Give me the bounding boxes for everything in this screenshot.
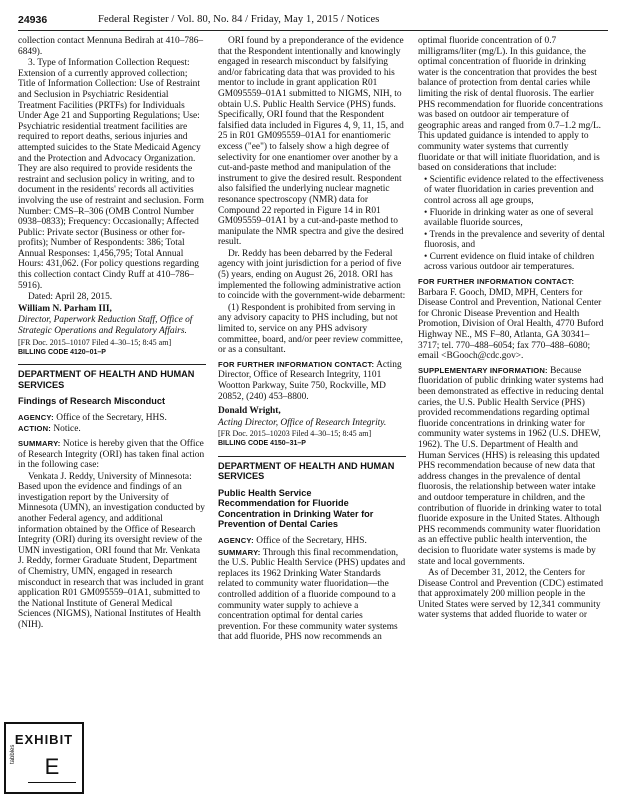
- agency-heading: DEPARTMENT OF HEALTH AND HUMAN SERVICES: [218, 460, 395, 482]
- document-title: Public Health Service: [218, 487, 312, 498]
- agency-text: Office of the Secretary, HHS.: [256, 535, 367, 546]
- exhibit-label: EXHIBIT: [14, 732, 74, 747]
- bullet-item: • Current evidence on fluid intake of children across various outdoor air temperatures.: [424, 251, 595, 273]
- summary-text: Through this final recommendation, the U.S. Public Health Service (PHS) updates and replaces its 1962 Drinking Water Standards related to community water fluoridation—the controlled addition of a fluoride compound to a community water supply to achieve a concentration optimal for dental caries prevention. For these community water systems that add fluoride, PHS now recommends an: [218, 547, 406, 643]
- fr-doc-line: [FR Doc. 2015–10107 Filed 4–30–15; 8:45 am]: [18, 337, 172, 347]
- document-subtitle: Recommendation for Fluoride Concentration in Drinking Water for Prevention of Dental Caries: [218, 498, 374, 530]
- contact-label: FOR FURTHER INFORMATION CONTACT:: [218, 359, 375, 369]
- summary-text: Notice is hereby given that the Office of Research Integrity (ORI) has taken final action in the following case:: [18, 438, 205, 471]
- dated-line: Dated: April 28, 2015.: [28, 292, 113, 303]
- signer-title: Director, Paperwork Reduction Staff, Office of Strategic Operations and Regulatory Affairs.: [18, 315, 193, 337]
- bullet-item: • Fluoride in drinking water as one of several available fluoride sources,: [424, 207, 594, 229]
- bullet-item: • Scientific evidence related to the effectiveness of water fluoridation in caries prevention and control across all age groups,: [424, 174, 604, 206]
- section-rule: [218, 456, 406, 457]
- contact-line: [418, 277, 606, 362]
- paragraph: collection contact Mennuna Bedirah at 410–786–6849).: [18, 36, 204, 57]
- agency-line: [218, 536, 406, 547]
- agency-text: Office of the Secretary, HHS.: [56, 412, 167, 423]
- summary-line: [18, 439, 206, 471]
- document-title: Findings of Research Misconduct: [18, 396, 166, 407]
- page-number: 24936: [18, 14, 48, 26]
- billing-code: BILLING CODE 4150–31–P: [218, 440, 306, 448]
- header-rule: [18, 30, 608, 31]
- supplementary-line: [418, 366, 606, 567]
- page-header: [18, 14, 608, 28]
- paragraph: 3. Type of Information Collection Request: Extension of a currently approved collection; Title of Information Collection: Use of Restraint and Seclusion in Psychiatric Residential Treatment Facilities (PRTFs) for Individuals Under Age 21 and Supporting Regulations; Use: Psychiatric residential treatment facilities are required to report deaths, serious injuries and attempted suicides to the State Medicaid Agency and the Protection and Advocacy Organization. They are also required to provide residents the restraint and seclusion policy in writing, and to document in the residents' records all activities involving the use of restraint and seclusion. Form Number: CMS–R–306 (OMB Control Number 0938–0833); Frequency: Occasionally; Affected Public: Private sector (Business or other for-profits); Number of Respondents: 386; Total Annual Responses: 1,456,795; Total Annual Hours: 431,062. (For policy questions regarding this collection contact Cindy Ruff at 410–786–5916).: [18, 58, 204, 291]
- paragraph: As of December 31, 2012, the Centers for Disease Control and Prevention (CDC) estimated that approximately 200 million people in the United States were served by 12,341 community water systems that added fluoride to water or: [418, 568, 604, 621]
- paragraph: Dr. Reddy has been debarred by the Federal agency with joint jurisdiction for a period of five (5) years, ending on August 26, 2018. ORI has implemented the following administrative action to coincide with the government-wide debarment:: [218, 248, 406, 302]
- supplementary-text: Because fluoridation of public drinking water systems had been demonstrated as effective in reducing dental caries, the U.S. Public Health Service (PHS) provided recommendations regarding optimal fluoride concentrations in drinking water for community water systems in 1962 (U.S. DHEW, 1962). The U.S. Department of Health and Human Services (HHS) is releasing this updated PHS recommendation because of new data that address changes in the prevalence of dental fluorosis, the relationship between water intake and outdoor temperature in children, and the contribution of fluoride in drinking water to total fluoride exposure in the United States. Although PHS recommends community water fluoridation as an effective public health intervention, the decision to fluoridate water systems is made by state and local governments.: [418, 365, 604, 567]
- section-rule: [18, 364, 206, 365]
- billing-code: BILLING CODE 4120–01–P: [18, 348, 106, 356]
- agency-heading: DEPARTMENT OF HEALTH AND HUMAN SERVICES: [18, 369, 195, 390]
- signer-name: Donald Wright,: [218, 406, 281, 417]
- paragraph: Venkata J. Reddy, University of Minnesota: Based upon the evidence and findings of an investigation report by the University of Minnesota (UMN), an investigation conducted by another Federal agency, and additional information obtained by the Office of Research Integrity (ORI) during its oversight review of the UMN investigation, ORI found that Mr. Venkata J. Reddy, former Graduate Student, Department of Chemistry, UMN, engaged in research misconduct in research that was included in grant application R01 GM095559–01A1, submitted to the National Institute of General Medical Sciences (NIGMS), National Institutes of Health (NIH).: [18, 471, 205, 630]
- paragraph: ORI found by a preponderance of the evidence that the Respondent intentionally and knowingly engaged in research misconduct by falsifying and/or fabricating data that was provided to his mentor to include in grant application R01 GM095559–01A1 submitted to NIGMS, NIH, to obtain U.S. Public Health Service (PHS) funds. Specifically, ORI found that the Respondent falsified data included in Figures 4, 9, 11, 15, and 25 in R01 GM095559–01A1 for enantiomeric excess ("ee") to falsely show a high degree of selectivity for one enantiomer over another by a cut-and-paste method and manipulation of the instrument to give the desired result. Respondent also falsified the underlying nuclear magnetic resonance spectroscopy (NMR) data for Compound 22 reported in Figure 14 in R01 GM095559–01A1 by a cut-and-paste method to manipulate the NMR spectra and give the desired result.: [218, 36, 404, 248]
- contact-text: Barbara F. Gooch, DMD, MPH, Centers for Disease Control and Prevention, National Center for Chronic Disease Prevention and Health Promotion, Division of Oral Health, 4770 Buford Highway NE., MS F–80, Atlanta, GA 30341–3717; tel. 770–488–6054; fax 770–488–6080; email <BGooch@cdc.gov>.: [418, 287, 604, 362]
- action-line: [18, 424, 206, 435]
- column-2: [218, 36, 406, 644]
- signer-name: William N. Parham III,: [18, 303, 112, 314]
- contact-text: Acting Director, Office of Research Integrity, 1101 Wootton Parkway, Suite 750, Rockville, MD 20852, (240) 453–8800.: [218, 359, 402, 402]
- supplementary-label: SUPPLEMENTARY INFORMATION:: [418, 365, 548, 375]
- paragraph: optimal fluoride concentration of 0.7 milligrams/liter (mg/L). In this guidance, the optimal concentration of fluoride in drinking water is the concentration that provides the best balance of protection from dental caries while limiting the risk of dental fluorosis. The earlier PHS recommendation for fluoride concentrations was based on outdoor air temperature of geographic areas and ranged from 0.7–1.2 mg/L. This updated guidance is intended to apply to community water systems that currently fluoridate or that will initiate fluoridation, and is based on considerations that include:: [418, 36, 603, 174]
- agency-line: [18, 413, 206, 424]
- contact-line: [218, 360, 406, 402]
- exhibit-side-text: tabbles: [10, 744, 16, 764]
- fr-doc-line: [FR Doc. 2015–10203 Filed 4–30–15; 8:45 am]: [218, 429, 372, 439]
- agency-label: AGENCY:: [18, 412, 54, 422]
- action-label: ACTION:: [18, 424, 52, 434]
- summary-line: [218, 548, 406, 643]
- action-text: Notice.: [53, 424, 81, 435]
- exhibit-letter: E: [28, 752, 76, 783]
- column-3: [418, 36, 606, 622]
- bullet-item: • Trends in the prevalence and severity of dental fluorosis, and: [424, 229, 605, 251]
- summary-label: SUMMARY:: [218, 547, 261, 557]
- paragraph: (1) Respondent is prohibited from serving in any advisory capacity to PHS including, but not limited to, service on any PHS advisory committee, board, and/or peer review committee, or as a consultant.: [218, 302, 403, 356]
- agency-label: AGENCY:: [218, 535, 254, 545]
- signer-title: Acting Director, Office of Research Integrity.: [218, 417, 387, 428]
- exhibit-sticker: [4, 722, 84, 794]
- summary-label: SUMMARY:: [18, 438, 61, 448]
- running-head: Federal Register / Vol. 80, No. 84 / Friday, May 1, 2015 / Notices: [98, 14, 380, 25]
- column-1: [18, 36, 206, 632]
- contact-label: FOR FURTHER INFORMATION CONTACT:: [418, 277, 575, 287]
